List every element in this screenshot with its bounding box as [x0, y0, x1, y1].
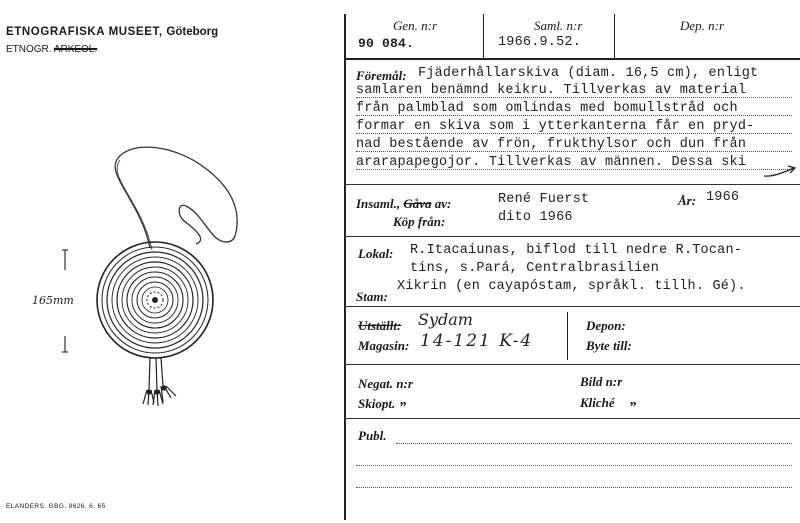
- gen-nr-label: Gen. n:r: [393, 18, 438, 33]
- artifact-sketch: [0, 140, 330, 430]
- publ-label: Publ.: [358, 428, 387, 443]
- ar-label: År:: [678, 193, 697, 208]
- printer-imprint: ELANDERS. GBG. 8626. 6. 65: [6, 503, 106, 510]
- description-line-5: nad bestående av frön, frukthylsor och dun från: [356, 137, 747, 152]
- insaml-value: René Fuerst: [498, 192, 590, 207]
- museum-name: ETNOGRAFISKA MUSEET,: [6, 26, 163, 38]
- kliche-label: Kliché: [580, 395, 615, 410]
- card-left-border: [344, 14, 346, 520]
- description-line-6: ararapapegojor. Tillverkas av männen. Dessa ski: [356, 155, 747, 170]
- department-arkeol-struck: ARKEOL.: [53, 44, 98, 55]
- sketch-pendants: [143, 358, 176, 406]
- description-line-4: formar en skiva som i ytterkanterna får en pryd-: [356, 119, 755, 134]
- byte-till-label: Byte till:: [586, 338, 632, 353]
- ar-value: 1966: [706, 190, 740, 205]
- lokal-line-1: R.Itacaiunas, biflod till nedre R.Tocan-: [410, 243, 743, 258]
- stam-value: Xikrin (en cayapóstam, språkl. tillh. Gé).: [397, 279, 746, 294]
- magasin-value: 14-121 K-4: [420, 331, 534, 351]
- saml-nr-value: 1966.9.52.: [498, 35, 582, 50]
- depon-label: Depon:: [586, 318, 626, 333]
- sketch-disc: [97, 242, 213, 358]
- magasin-label: Magasin:: [358, 338, 410, 353]
- continue-arrow-icon: [762, 164, 798, 180]
- museum-title: [6, 26, 218, 38]
- department-etnogr: ETNOGR.: [6, 44, 52, 55]
- museum-city: Göteborg: [166, 26, 219, 38]
- foremal-label: Föremål:: [356, 68, 407, 83]
- sketch-size-label: 165mm: [32, 294, 74, 307]
- skiopt-ditto: „: [400, 392, 408, 408]
- negat-nr-label: Negat. n:r: [358, 376, 413, 391]
- insaml-label: Insaml., Gåva av:: [356, 196, 452, 211]
- gen-nr-value: 90 084.: [358, 36, 415, 51]
- sketch-cord: [115, 147, 237, 248]
- description-line-2: samlaren benämnd keikru. Tillverkas av material: [356, 83, 747, 98]
- department-line: [6, 44, 97, 55]
- description-line-3: från palmblad som omlindas med bomullstråd och: [356, 101, 738, 116]
- gava-struck: Gåva: [403, 196, 432, 211]
- kop-fran-label: Köp från:: [393, 214, 446, 229]
- utstallt-value: Sydam: [418, 310, 473, 329]
- kop-fran-value: dito 1966: [498, 210, 573, 225]
- lokal-label: Lokal:: [358, 246, 394, 261]
- lokal-line-2: tins, s.Pará, Centralbrasilien: [410, 261, 660, 276]
- stam-label: Stam:: [356, 289, 388, 304]
- description-line-1: Fjäderhållarskiva (diam. 16,5 cm), enligt: [418, 66, 759, 81]
- bild-nr-label: Bild n:r: [580, 374, 623, 389]
- dep-nr-label: Dep. n:r: [680, 18, 725, 33]
- kliche-ditto: „: [630, 392, 638, 408]
- skiopt-label: Skiopt.: [358, 396, 396, 411]
- saml-nr-label: Saml. n:r: [534, 18, 583, 33]
- utstallt-label: Utställt:: [358, 318, 402, 333]
